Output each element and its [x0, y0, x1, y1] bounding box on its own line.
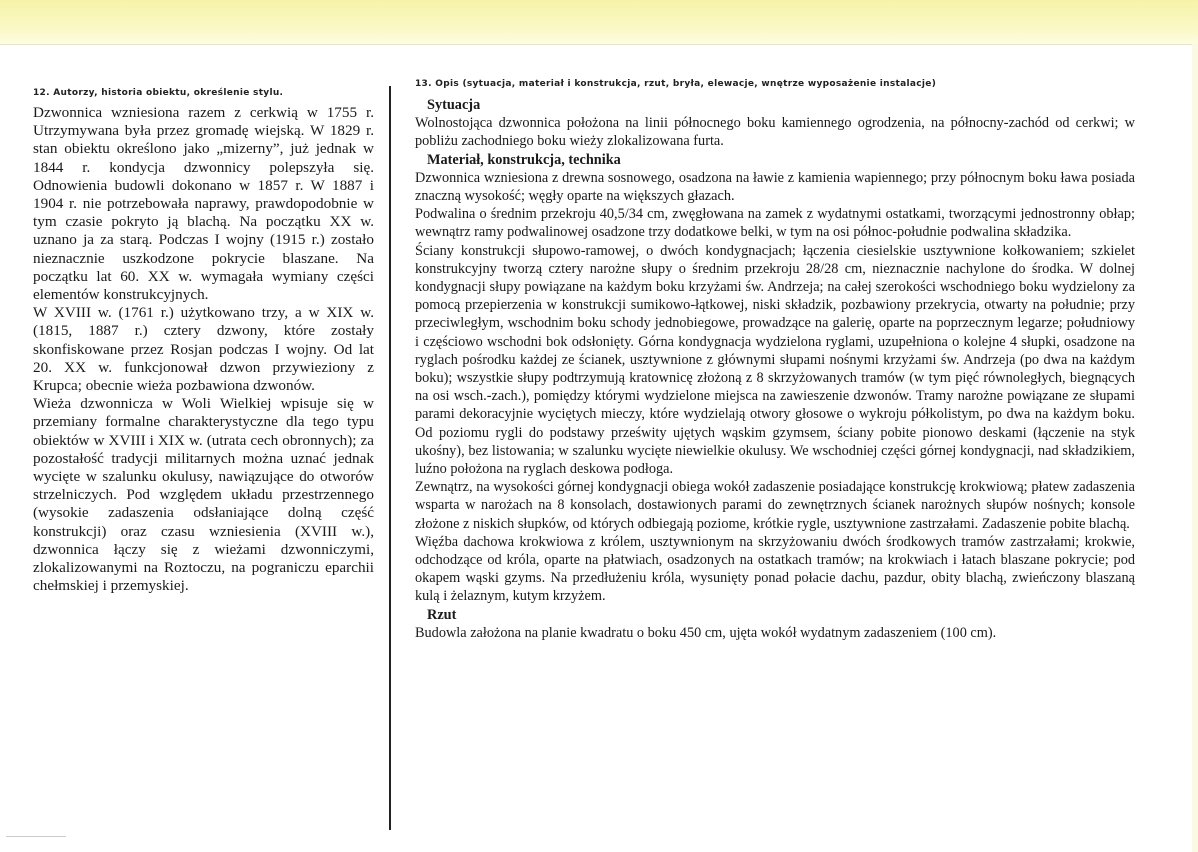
material-heading: Materiał, konstrukcja, technika: [427, 151, 621, 168]
section-12-heading: 12. Autorzy, historia obiektu, określenie stylu.: [33, 88, 284, 98]
history-column: [33, 88, 374, 595]
material-paragraph-3: Ściany konstrukcji słupowo-ramowej, o dwóch kondygnacjach; łączenia ciesielskie usztywnione kołkowaniem; szkielet konstrukcyjny tworzą cztery narożne słupy o średnim przekroju 28/28 cm, nieznacznie nachylone do środka. W dolnej kondygnacji słupy powiązane na każdym boku krzyżami św. Andrzeja; na całej szerokości wschodniego boku wydzielony za pomocą przepierzenia w konstrukcji sumikowo-łątkowej, niski składzik, pozbawiony przekrycia, otwarty na południe; przy przeciwległym, wschodnim boku schody jednobiegowe, prowadzące na galerię, oparte na poprzecznym legarze; południowy i częściowo wschodni bok odsłonięty. Górna kondygnacja wydzielona ryglami, uzupełniona o kolejne 4 słupki, osadzone na ryglach pośrodku każdej ze ścianek, usztywnione z głównymi słupami nośnymi krzyżami św. Andrzeja (po dwa na każdym boku); wszystkie słupy podtrzymują kratownicę złożoną z 8 skrzyżowanych tramów (w tym pięć równoległych, biegnących na osi wsch.-zach.), pomiędzy którymi wydzielone miejsca na zawieszenie dzwonów. Tramy narożne powiązane ze słupami parami dekoracyjnie wyciętych mieczy, które wydzielają otwory głosowe o wykroju półkolistym, po dwa na każdym boku. Od poziomu rygli do podstawy prześwity ujętych wąskim gzymsem, ściany pobite pionowo deskami (łączenie na styk ukośny), bez listowania; w szalunku wycięte niewielkie okulusy. We wschodniej części górnej kondygnacji, nad składzikiem, luźno położona na ryglach deskowa podłoga.: [415, 242, 1135, 478]
material-paragraph-1: Dzwonnica wzniesiona z drewna sosnowego, osadzona na ławie z kamienia wapiennego; przy północnym boku ława posiada znaczną wysokość; węgły oparte na większych głazach.: [415, 169, 1135, 205]
material-paragraph-4: Zewnątrz, na wysokości górnej kondygnacji obiega wokół zadaszenie posiadające konstrukcję krokwiową; płatew zadaszenia wsparta w narożach na 8 konsolach, dostawionych parami do zewnętrznych ścianek narożnych słupów nośnych; konsole złożone z niskich słupków, od których odbiegają poziome, krótkie rygle, usztywnione zastrzałami. Zadaszenie pobite blachą.: [415, 479, 1135, 532]
scan-right-edge: [1192, 44, 1198, 852]
material-paragraph-2: Podwalina o średnim przekroju 40,5/34 cm, zwęgłowana na zamek z wydatnymi ostatkami, tworzącymi jednostronny obłap; wewnątrz ramy podwalinowej osadzone trzy dodatkowe belki, w tym na osi północ-południe podwalina składzika.: [415, 206, 1135, 241]
sytuacja-heading: Sytuacja: [427, 97, 481, 113]
sytuacja-text: Wolnostojąca dzwonnica położona na linii północnego boku kamiennego ogrodzenia, na północny-zachód od cerkwi; w pobliżu zachodniego boku wieży zlokalizowana furta.: [415, 115, 1135, 150]
description-column: [415, 79, 1135, 642]
history-paragraph-3: Wieża dzwonnicza w Woli Wielkiej wpisuje się w przemiany formalne charakterystyczne dla tego typu obiektów w XVIII i XIX w. (utrata cech obronnych); za pozostałość tradycji militarnych można uznać jednak wycięte w szalunku okulusy, nawiązujące do otworów strzelniczych. Pod względem układu przestrzennego (wysokie zadaszenia odsłaniające dolną część konstrukcji) oraz czasu wzniesienia (XVIII w.), dzwonnica łączy się z wieżami dzwonniczymi, zlokalizowanymi na Roztoczu, na pograniczu eparchii chełmskiej i przemyskiej.: [33, 395, 374, 595]
section-13-heading: 13. Opis (sytuacja, materiał i konstrukcja, rzut, bryła, elewacje, wnętrze wyposażenie instalacje): [415, 79, 937, 89]
scan-footer-mark: [6, 836, 66, 837]
column-divider: [389, 86, 391, 830]
history-paragraph-1: Dzwonnica wzniesiona razem z cerkwią w 1755 r. Utrzymywana była przez gromadę wiejską. W 1829 r. stan obiektu określono jako „mizerny”, już jednak w 1844 r. kondycja dzwonnicy polepszyła się. Odnowienia budowli dokonano w 1857 r. W 1887 i 1904 r. nie potrzebowała naprawy, prawdopodobnie w tym czasie pokryto ją blachą. Na początku XX w. uznano ja za starą. Podczas I wojny (1915 r.) zostało nieznacznie uszkodzone pokrycie blaszane. Na początku lat 60. XX w. wymagała wymiany części elementów konstrukcyjnych.: [33, 104, 374, 304]
rzut-heading: Rzut: [427, 606, 457, 623]
material-paragraph-5: Więźba dachowa krokwiowa z królem, usztywnionym na skrzyżowaniu dwóch środkowych tramów zastrzałami; krokwie, odchodzące od króla, oparte na płatwiach, osadzonych na ostatkach tramów; na krokwiach i łatach blaszane pokrycie; pod okapem wąski gzyms. Na przedłużeniu króla, wysunięty ponad połacie dachu, pazdur, obity blachą, zwieńczony blaszaną kulą i żelaznym, kutym krzyżem.: [415, 533, 1135, 605]
rzut-text: Budowla założona na planie kwadratu o boku 450 cm, ujęta wokół wydatnym zadaszeniem (100 cm).: [415, 624, 997, 641]
history-paragraph-2: W XVIII w. (1761 r.) użytkowano trzy, a w XIX w. (1815, 1887 r.) cztery dzwony, które zostały skonfiskowane przez Rosjan podczas I wojny. Od lat 20. XX w. funkcjonował dzwon przywieziony z Krupca; obecnie wieża pozbawiona dzwonów.: [33, 304, 374, 395]
scan-top-band: [0, 0, 1198, 45]
